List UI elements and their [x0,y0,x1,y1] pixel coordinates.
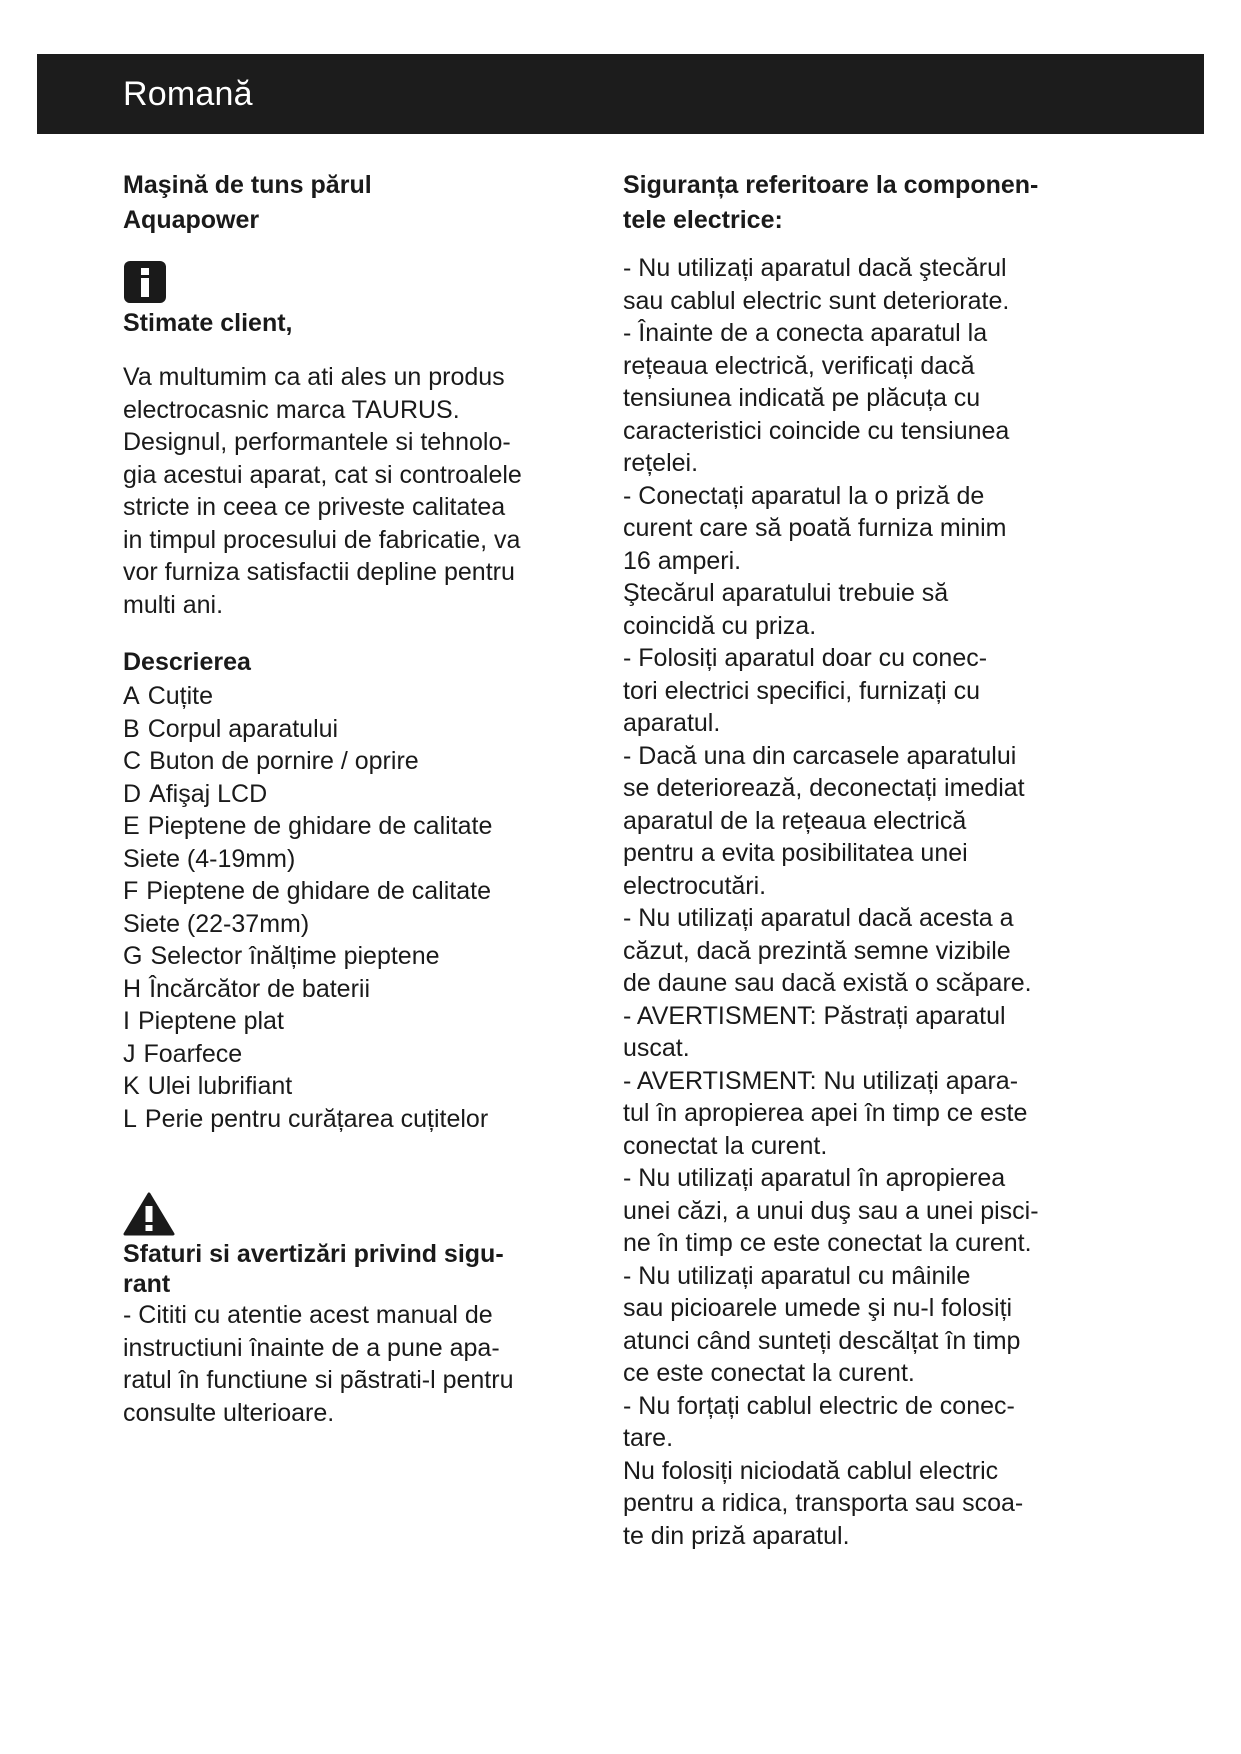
text-line: - Nu forțați cablul electric de conec- [623,1391,1015,1420]
product-title-line2: Aquapower [123,206,260,234]
safety-line: instructiuni înainte de a pune apa- [123,1333,500,1362]
intro-line: vor furniza satisfactii depline pentru [123,558,515,586]
list-item: F Pieptene de ghidare de calitate Siete (22-37mm) [123,877,491,938]
list-item: I Pieptene plat [123,1007,284,1035]
text-line: rețelei. [623,449,699,477]
text-line: aparatul. [623,709,721,737]
safety-heading-line2: rant [123,1270,171,1298]
text-line: ce este conectat la curent. [623,1359,915,1387]
list-item: K Ulei lubrifiant [123,1072,293,1100]
text-line: 16 amperi. [623,546,742,575]
list-item: J Foarfece [123,1039,243,1068]
text-line: tori electrici specifici, furnizați cu [623,676,981,705]
text-line: - Nu utilizați aparatul cu mâinile [623,1261,971,1290]
text-line: de daune sau dacă există o scăpare. [623,969,1032,997]
text-line: tare. [623,1424,674,1452]
text-line: tensiunea indicată pe plăcuța cu [623,384,981,412]
electrical-safety-heading-line2: tele electrice: [623,206,783,234]
intro-line: Va multumim ca ati ales un produs [123,363,505,391]
text-line: se deteriorează, deconectați imediat [623,774,1025,802]
text-line: rețeaua electrică, verificați dacă [623,351,975,380]
parts-list [123,680,563,1135]
list-item: C Buton de pornire / oprire [123,747,419,775]
text-line: pentru a ridica, transporta sau scoa- [623,1489,1024,1517]
text-line: - Nu utilizați aparatul în apropierea [623,1164,1006,1192]
text-line: atunci când sunteți descălțat în timp [623,1326,1021,1355]
text-line: sau picioarele umede şi nu-l folosiți [623,1294,1013,1322]
list-item: G Selector înălțime pieptene [123,942,440,970]
greeting: Stimate client, [123,309,293,337]
text-line: - Conectați aparatul la o priză de [623,481,985,510]
safety-heading-line1: Sfaturi si avertizări privind sigu- [123,1240,504,1268]
text-line: ne în timp ce este conectat la curent. [623,1229,1032,1257]
safety-line: consulte ulterioare. [123,1398,335,1427]
intro-line: gia acestui aparat, cat si controalele [123,460,522,489]
product-title-line1: Maşină de tuns părul [123,171,372,199]
safety-line: - Cititi cu atentie acest manual de [123,1301,493,1329]
text-line: - AVERTISMENT: Păstrați aparatul [623,1001,1006,1030]
intro-line: electrocasnic marca TAURUS. [123,395,460,424]
list-item: E Pieptene de ghidare de calitate Siete (4-19mm) [123,812,493,873]
electrical-safety-text [623,252,1093,1552]
safety-line: ratul în functiune si pãstrati-l pentru [123,1366,514,1394]
list-item: D Afişaj LCD [123,779,268,808]
text-line: tul în apropierea apei în timp ce este [623,1099,1028,1127]
intro-line: Designul, performantele si tehnolo- [123,428,511,456]
text-line: Ştecărul aparatului trebuie să [623,579,949,607]
text-line: - AVERTISMENT: Nu utilizați apara- [623,1066,1019,1095]
text-line: aparatul de la rețeaua electrică [623,806,967,835]
right-column [623,168,1093,1552]
text-line: conectat la curent. [623,1131,828,1160]
text-line: sau cablul electric sunt deteriorate. [623,286,1010,315]
text-line: - Dacă una din carcasele aparatului [623,741,1017,770]
language-header-bar [37,54,1204,134]
language-title: Romană [123,75,253,113]
text-line: electrocutări. [623,871,767,900]
info-icon [123,260,167,304]
text-line: - Nu utilizați aparatul dacă acesta a [623,904,1014,932]
intro-paragraph [123,361,563,621]
list-item: B Corpul aparatului [123,714,339,743]
text-line: caracteristici coincide cu tensiunea [623,416,1010,445]
description-heading: Descrierea [123,648,251,676]
text-line: uscat. [623,1034,690,1062]
electrical-safety-heading-line1: Siguranța referitoare la componen- [623,171,1039,199]
text-line: Nu folosiți niciodată cablul electric [623,1456,999,1485]
text-line: - Nu utilizați aparatul dacă ştecărul [623,254,1007,282]
list-item: H Încărcător de baterii [123,974,371,1003]
intro-line: stricte in ceea ce priveste calitatea [123,493,506,521]
text-line: te din priză aparatul. [623,1521,850,1550]
list-item: A Cuțite [123,682,213,710]
text-line: - Înainte de a conecta aparatul la [623,319,988,347]
text-line: coincidă cu priza. [623,611,817,640]
safety-paragraph [123,1299,563,1429]
left-column [123,168,563,1429]
text-line: pentru a evita posibilitatea unei [623,839,968,867]
text-line: - Folosiți aparatul doar cu conec- [623,644,988,672]
text-line: unei căzi, a unui duş sau a unei pisci- [623,1196,1039,1225]
text-line: curent care să poată furniza minim [623,514,1007,542]
warning-icon [123,1191,175,1237]
list-item: L Perie pentru curățarea cuțitelor [123,1104,489,1133]
intro-line: in timpul procesului de fabricatie, va [123,525,521,554]
intro-line: multi ani. [123,590,224,619]
text-line: căzut, dacă prezintă semne vizibile [623,936,1011,965]
